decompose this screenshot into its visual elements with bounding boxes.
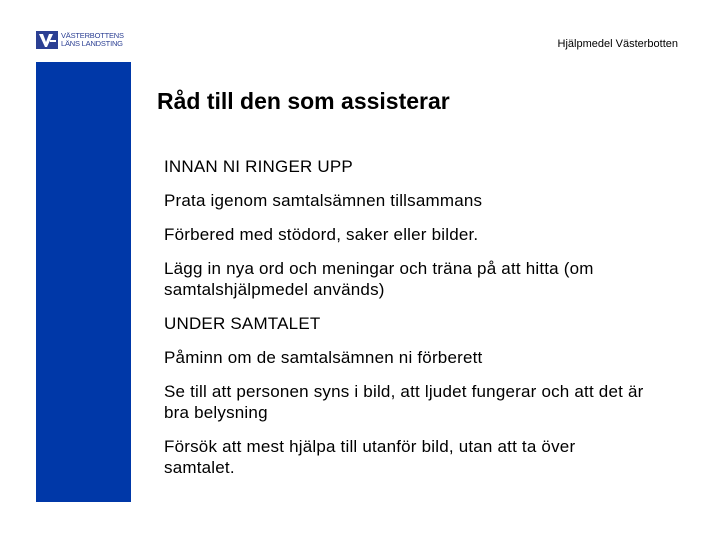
section-heading-during-call: UNDER SAMTALET (164, 314, 321, 333)
logo-line-1: VÄSTERBOTTENS (61, 31, 124, 40)
slide-body (164, 156, 644, 491)
county-council-logo-icon (36, 31, 58, 49)
logo-line-2: LÄNS LANDSTING (61, 39, 123, 48)
body-paragraph: Prata igenom samtalsämnen tillsammans (164, 191, 483, 210)
body-paragraph: Försök att mest hjälpa till utanför bild, utan att ta över samtalet. (164, 437, 576, 477)
side-accent-bar (36, 62, 131, 502)
county-council-logo (36, 30, 124, 50)
body-paragraph: Påminn om de samtalsämnen ni förberett (164, 348, 483, 367)
body-paragraph: Lägg in nya ord och meningar och träna på att hitta (om samtalshjälpmedel används) (164, 259, 594, 299)
slide-title: Råd till den som assisterar (157, 88, 450, 114)
header-caption: Hjälpmedel Västerbotten (557, 38, 678, 50)
section-heading-before-call: INNAN NI RINGER UPP (164, 157, 353, 176)
body-paragraph: Se till att personen syns i bild, att ljudet fungerar och att det är bra belysning (164, 382, 644, 422)
logo-wordmark (61, 32, 124, 48)
body-paragraph: Förbered med stödord, saker eller bilder. (164, 225, 479, 244)
